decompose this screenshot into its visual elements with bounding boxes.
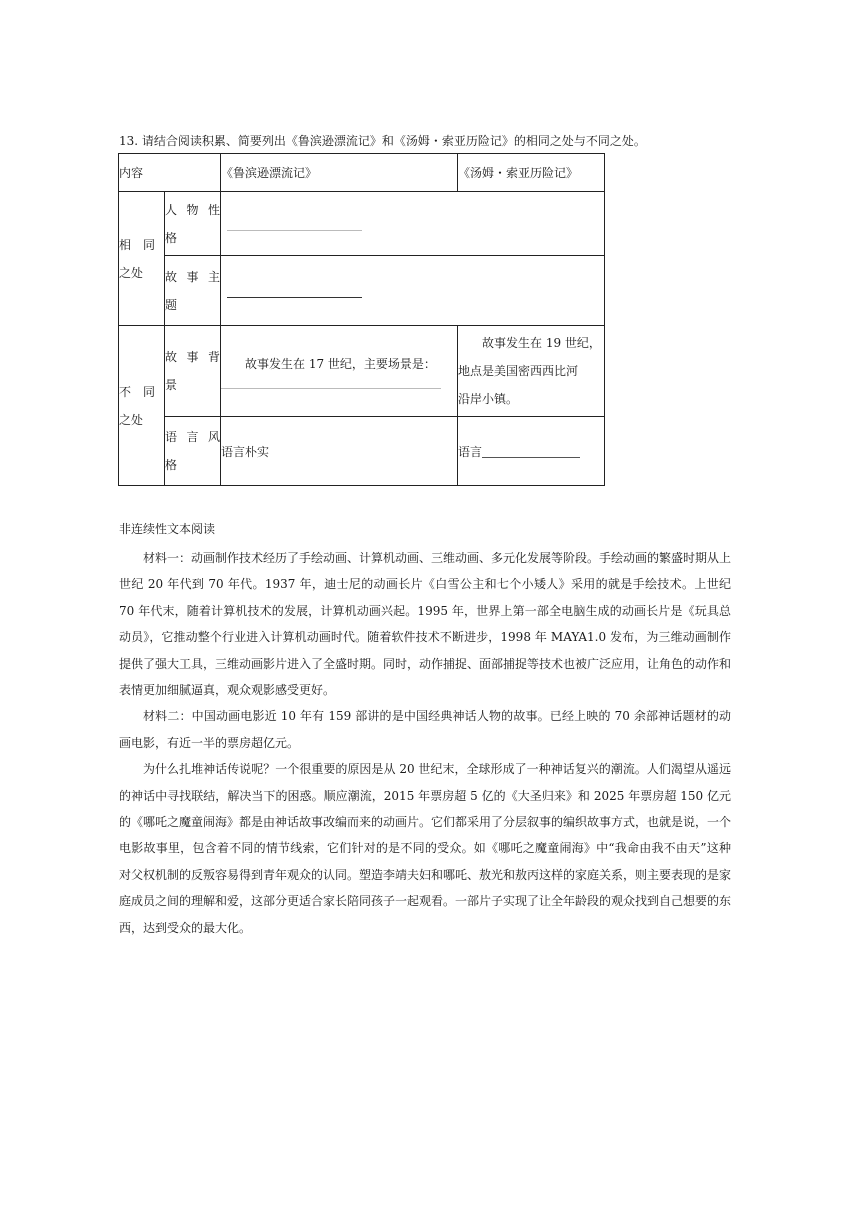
row-label-character: 人物性 格 — [165, 192, 221, 256]
comparison-table — [118, 153, 605, 486]
row-theme — [119, 256, 605, 326]
row-background — [119, 326, 605, 417]
group-label-same-line2: 之处 — [119, 265, 144, 280]
group-label-same — [119, 192, 165, 326]
answer-blank-theme[interactable] — [227, 297, 362, 298]
background-robinson-text: 故事发生在 17 世纪，主要场景是： — [245, 356, 436, 371]
answer-blank-language[interactable] — [482, 457, 580, 458]
language-tom-sawyer: 语言 — [458, 417, 605, 486]
paragraph-material-2: 材料二：中国动画电影近 10 年有 159 部讲的是中国经典神话人物的故事。已经上映的 70 余部神话题材的动画电影，有近一半的票房超亿元。 — [119, 709, 731, 750]
background-robinson — [221, 326, 458, 417]
question-title: 13. 请结合阅读积累、简要列出《鲁滨逊漂流记》和《汤姆・索亚历险记》的相同之处与不同之处。 — [119, 134, 646, 148]
group-label-diff-line1: 不 同 — [119, 384, 156, 399]
group-label-diff-line2: 之处 — [119, 412, 144, 427]
answer-blank-character[interactable] — [227, 230, 362, 231]
row-label-language: 语言风 格 — [165, 417, 221, 486]
group-label-diff — [119, 326, 165, 486]
table-header-row — [119, 154, 605, 192]
row-language — [119, 417, 605, 486]
header-content: 内容 — [119, 154, 221, 192]
row-character — [119, 192, 605, 256]
header-tom-sawyer: 《汤姆・索亚历险记》 — [458, 154, 605, 192]
header-robinson: 《鲁滨逊漂流记》 — [221, 154, 458, 192]
group-label-same-line1: 相 同 — [119, 237, 156, 252]
row-label-background: 故事背 景 — [165, 326, 221, 417]
paragraph-material-1: 材料一：动画制作技术经历了手绘动画、计算机动画、三维动画、多元化发展等阶段。手绘动画的繁盛时期从上世纪 20 年代到 70 年代。1937 年，迪士尼的动画长片《白雪公主和七个小矮人》采用的就是手绘技术。上世纪 70 年代末，随着计算机技术的发展，计算机动画兴起。1995 年，世界上第一部全电脑生成的动画长片是《玩具总动员》，它推动整个行业进入计算机动画时代。随着软件技术不断进步，1998 年 MAYA1.0 发布，为三维动画制作提供了强大工具，三维动画影片进入了全盛时期。同时，动作捕捉、面部捕捉等技术也被广泛应用，让角色的动作和表情更加细腻逼真，观众观影感受更好。 — [119, 551, 732, 698]
answer-blank-background[interactable] — [221, 388, 441, 389]
section-title: 非连续性文本阅读 — [119, 522, 216, 536]
article-body — [119, 545, 731, 941]
row-label-theme: 故事主 题 — [165, 256, 221, 326]
language-robinson: 语言朴实 — [221, 417, 458, 486]
paragraph-myth-reason: 为什么扎堆神话传说呢？一个很重要的原因是从 20 世纪末，全球形成了一种神话复兴的潮流。人们渴望从遥远的神话中寻找联结，解决当下的困惑。顺应潮流，2015 年票房超 5 亿的《大圣归来》和 2025 年票房超 150 亿元的《哪吒之魔童闹海》都是由神话故事改编而来的动画片。它们都采用了分层叙事的编织故事方式，也就是说，一个电影故事里，包含着不同的情节线索，它们针对的是不同的受众。如《哪吒之魔童闹海》中“我命由我不由天”这种对父权机制的反叛容易得到青年观众的认同。塑造李靖夫妇和哪吒、敖光和敖丙这样的家庭关系，则主要表现的是家庭成员之间的理解和爱，这部分更适合家长陪同孩子一起观看。一部片子实现了让全年龄段的观众找到自己想要的东西，达到受众的最大化。 — [119, 762, 732, 935]
background-tom-sawyer: 故事发生在 19 世纪， 地点是美国密西西比河 沿岸小镇。 — [458, 326, 605, 417]
